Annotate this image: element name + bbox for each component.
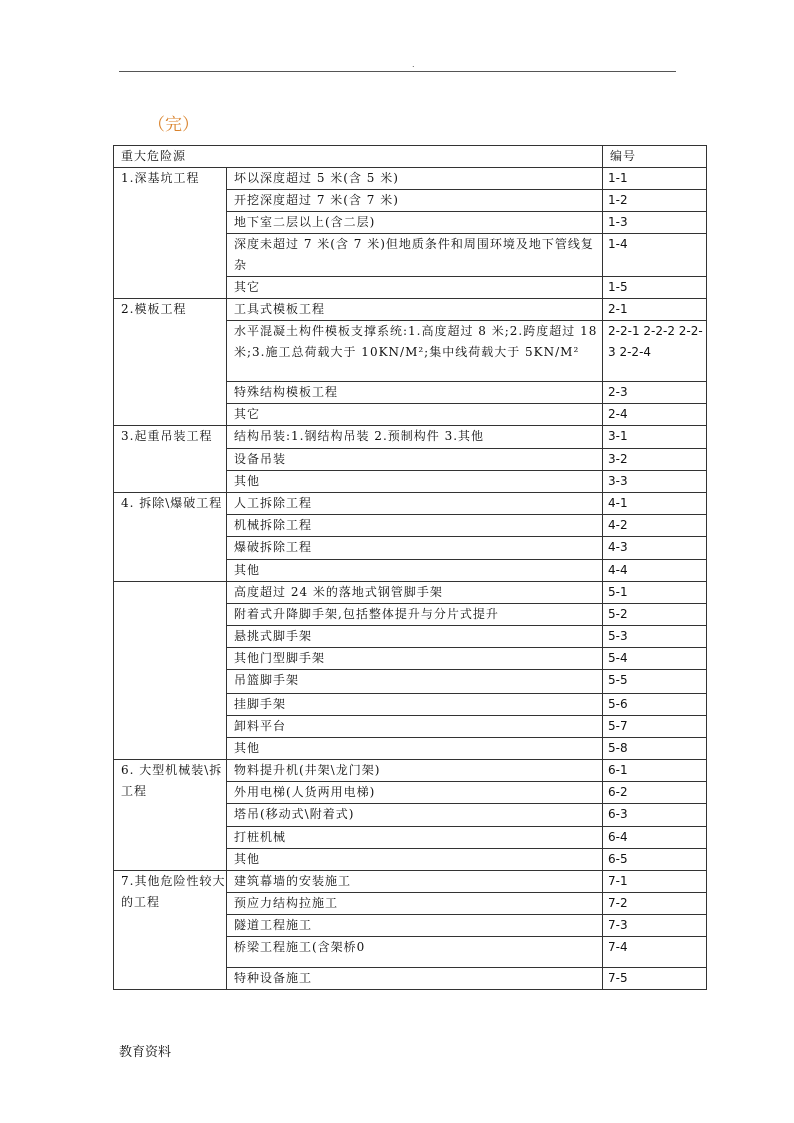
item-cell: 建筑幕墙的安装施工 xyxy=(227,871,603,893)
code-cell: 3-2 xyxy=(603,449,707,471)
category-cell: 7.其他危险性较大的工程 xyxy=(114,871,227,990)
table-row xyxy=(114,168,707,190)
code-cell: 2-4 xyxy=(603,404,707,426)
item-cell: 卸料平台 xyxy=(227,716,603,738)
item-cell: 其他 xyxy=(227,471,603,493)
item-cell: 预应力结构拉施工 xyxy=(227,893,603,915)
category-cell: 3.起重吊装工程 xyxy=(114,426,227,493)
code-cell: 6-3 xyxy=(603,804,707,827)
code-cell: 3-3 xyxy=(603,471,707,493)
code-cell: 6-4 xyxy=(603,827,707,849)
item-cell: 工具式模板工程 xyxy=(227,299,603,321)
item-cell: 人工拆除工程 xyxy=(227,493,603,515)
item-cell: 水平混凝土构件模板支撑系统:1.高度超过 8 米;2.跨度超过 18 米;3.施工总荷载大于 10KN/M²;集中线荷载大于 5KN/M² xyxy=(227,321,603,382)
code-cell: 1-3 xyxy=(603,212,707,234)
item-cell: 深度未超过 7 米(含 7 米)但地质条件和周围环境及地下管线复杂 xyxy=(227,234,603,277)
item-cell: 其他 xyxy=(227,560,603,582)
item-cell: 其它 xyxy=(227,404,603,426)
code-cell: 6-2 xyxy=(603,782,707,804)
header-rule xyxy=(119,71,676,72)
item-cell: 打桩机械 xyxy=(227,827,603,849)
code-cell: 7-4 xyxy=(603,937,707,968)
item-cell: 其它 xyxy=(227,277,603,299)
header-code: 编号 xyxy=(603,146,707,168)
code-cell: 5-6 xyxy=(603,694,707,716)
item-cell: 坏以深度超过 5 米(含 5 米) xyxy=(227,168,603,190)
category-cell: 4. 拆除\爆破工程 xyxy=(114,493,227,582)
code-cell: 7-2 xyxy=(603,893,707,915)
code-cell: 6-5 xyxy=(603,849,707,871)
category-cell: 6. 大型机械装\拆工程 xyxy=(114,760,227,871)
code-cell: 5-1 xyxy=(603,582,707,604)
table-row xyxy=(114,299,707,321)
code-cell: 4-2 xyxy=(603,515,707,537)
item-cell: 外用电梯(人货两用电梯) xyxy=(227,782,603,804)
code-cell: 6-1 xyxy=(603,760,707,782)
code-cell: 4-4 xyxy=(603,560,707,582)
code-cell: 2-3 xyxy=(603,382,707,404)
item-cell: 其他 xyxy=(227,849,603,871)
category-cell: 2.模板工程 xyxy=(114,299,227,426)
item-cell: 塔吊(移动式\附着式) xyxy=(227,804,603,827)
category-cell xyxy=(114,582,227,760)
table-row xyxy=(114,582,707,604)
item-cell: 隧道工程施工 xyxy=(227,915,603,937)
item-cell: 设备吊装 xyxy=(227,449,603,471)
code-cell: 1-2 xyxy=(603,190,707,212)
table-header-row xyxy=(114,146,707,168)
item-cell: 地下室二层以上(含二层) xyxy=(227,212,603,234)
code-cell: 5-2 xyxy=(603,604,707,626)
code-cell: 5-4 xyxy=(603,648,707,670)
item-cell: 结构吊装:1.钢结构吊装 2.预制构件 3.其他 xyxy=(227,426,603,449)
category-cell: 1.深基坑工程 xyxy=(114,168,227,299)
code-cell: 2-2-1 2-2-2 2-2-3 2-2-4 xyxy=(603,321,707,382)
code-cell: 4-3 xyxy=(603,537,707,560)
code-cell: 5-7 xyxy=(603,716,707,738)
item-cell: 爆破拆除工程 xyxy=(227,537,603,560)
item-cell: 桥梁工程施工(含架桥0 xyxy=(227,937,603,968)
code-cell: 5-3 xyxy=(603,626,707,648)
item-cell: 物料提升机(井架\龙门架) xyxy=(227,760,603,782)
table-row xyxy=(114,871,707,893)
item-cell: 其他 xyxy=(227,738,603,760)
header-source: 重大危险源 xyxy=(114,146,603,168)
item-cell: 吊篮脚手架 xyxy=(227,670,603,694)
item-cell: 开挖深度超过 7 米(含 7 米) xyxy=(227,190,603,212)
code-cell: 2-1 xyxy=(603,299,707,321)
item-cell: 特殊结构模板工程 xyxy=(227,382,603,404)
code-cell: 5-8 xyxy=(603,738,707,760)
code-cell: 1-1 xyxy=(603,168,707,190)
table-row xyxy=(114,493,707,515)
table-row xyxy=(114,426,707,449)
header-mark: . xyxy=(412,60,415,69)
code-cell: 7-3 xyxy=(603,915,707,937)
item-cell: 特种设备施工 xyxy=(227,968,603,990)
page-title: （完） xyxy=(148,115,199,135)
item-cell: 附着式升降脚手架,包括整体提升与分片式提升 xyxy=(227,604,603,626)
code-cell: 1-5 xyxy=(603,277,707,299)
table-row xyxy=(114,760,707,782)
item-cell: 高度超过 24 米的落地式钢管脚手架 xyxy=(227,582,603,604)
item-cell: 挂脚手架 xyxy=(227,694,603,716)
item-cell: 悬挑式脚手架 xyxy=(227,626,603,648)
code-cell: 7-1 xyxy=(603,871,707,893)
code-cell: 4-1 xyxy=(603,493,707,515)
item-cell: 其他门型脚手架 xyxy=(227,648,603,670)
item-cell: 机械拆除工程 xyxy=(227,515,603,537)
code-cell: 3-1 xyxy=(603,426,707,449)
code-cell: 7-5 xyxy=(603,968,707,990)
footer-text: 教育资料 xyxy=(119,1045,172,1060)
code-cell: 1-4 xyxy=(603,234,707,277)
code-cell: 5-5 xyxy=(603,670,707,694)
hazard-table xyxy=(113,145,707,990)
